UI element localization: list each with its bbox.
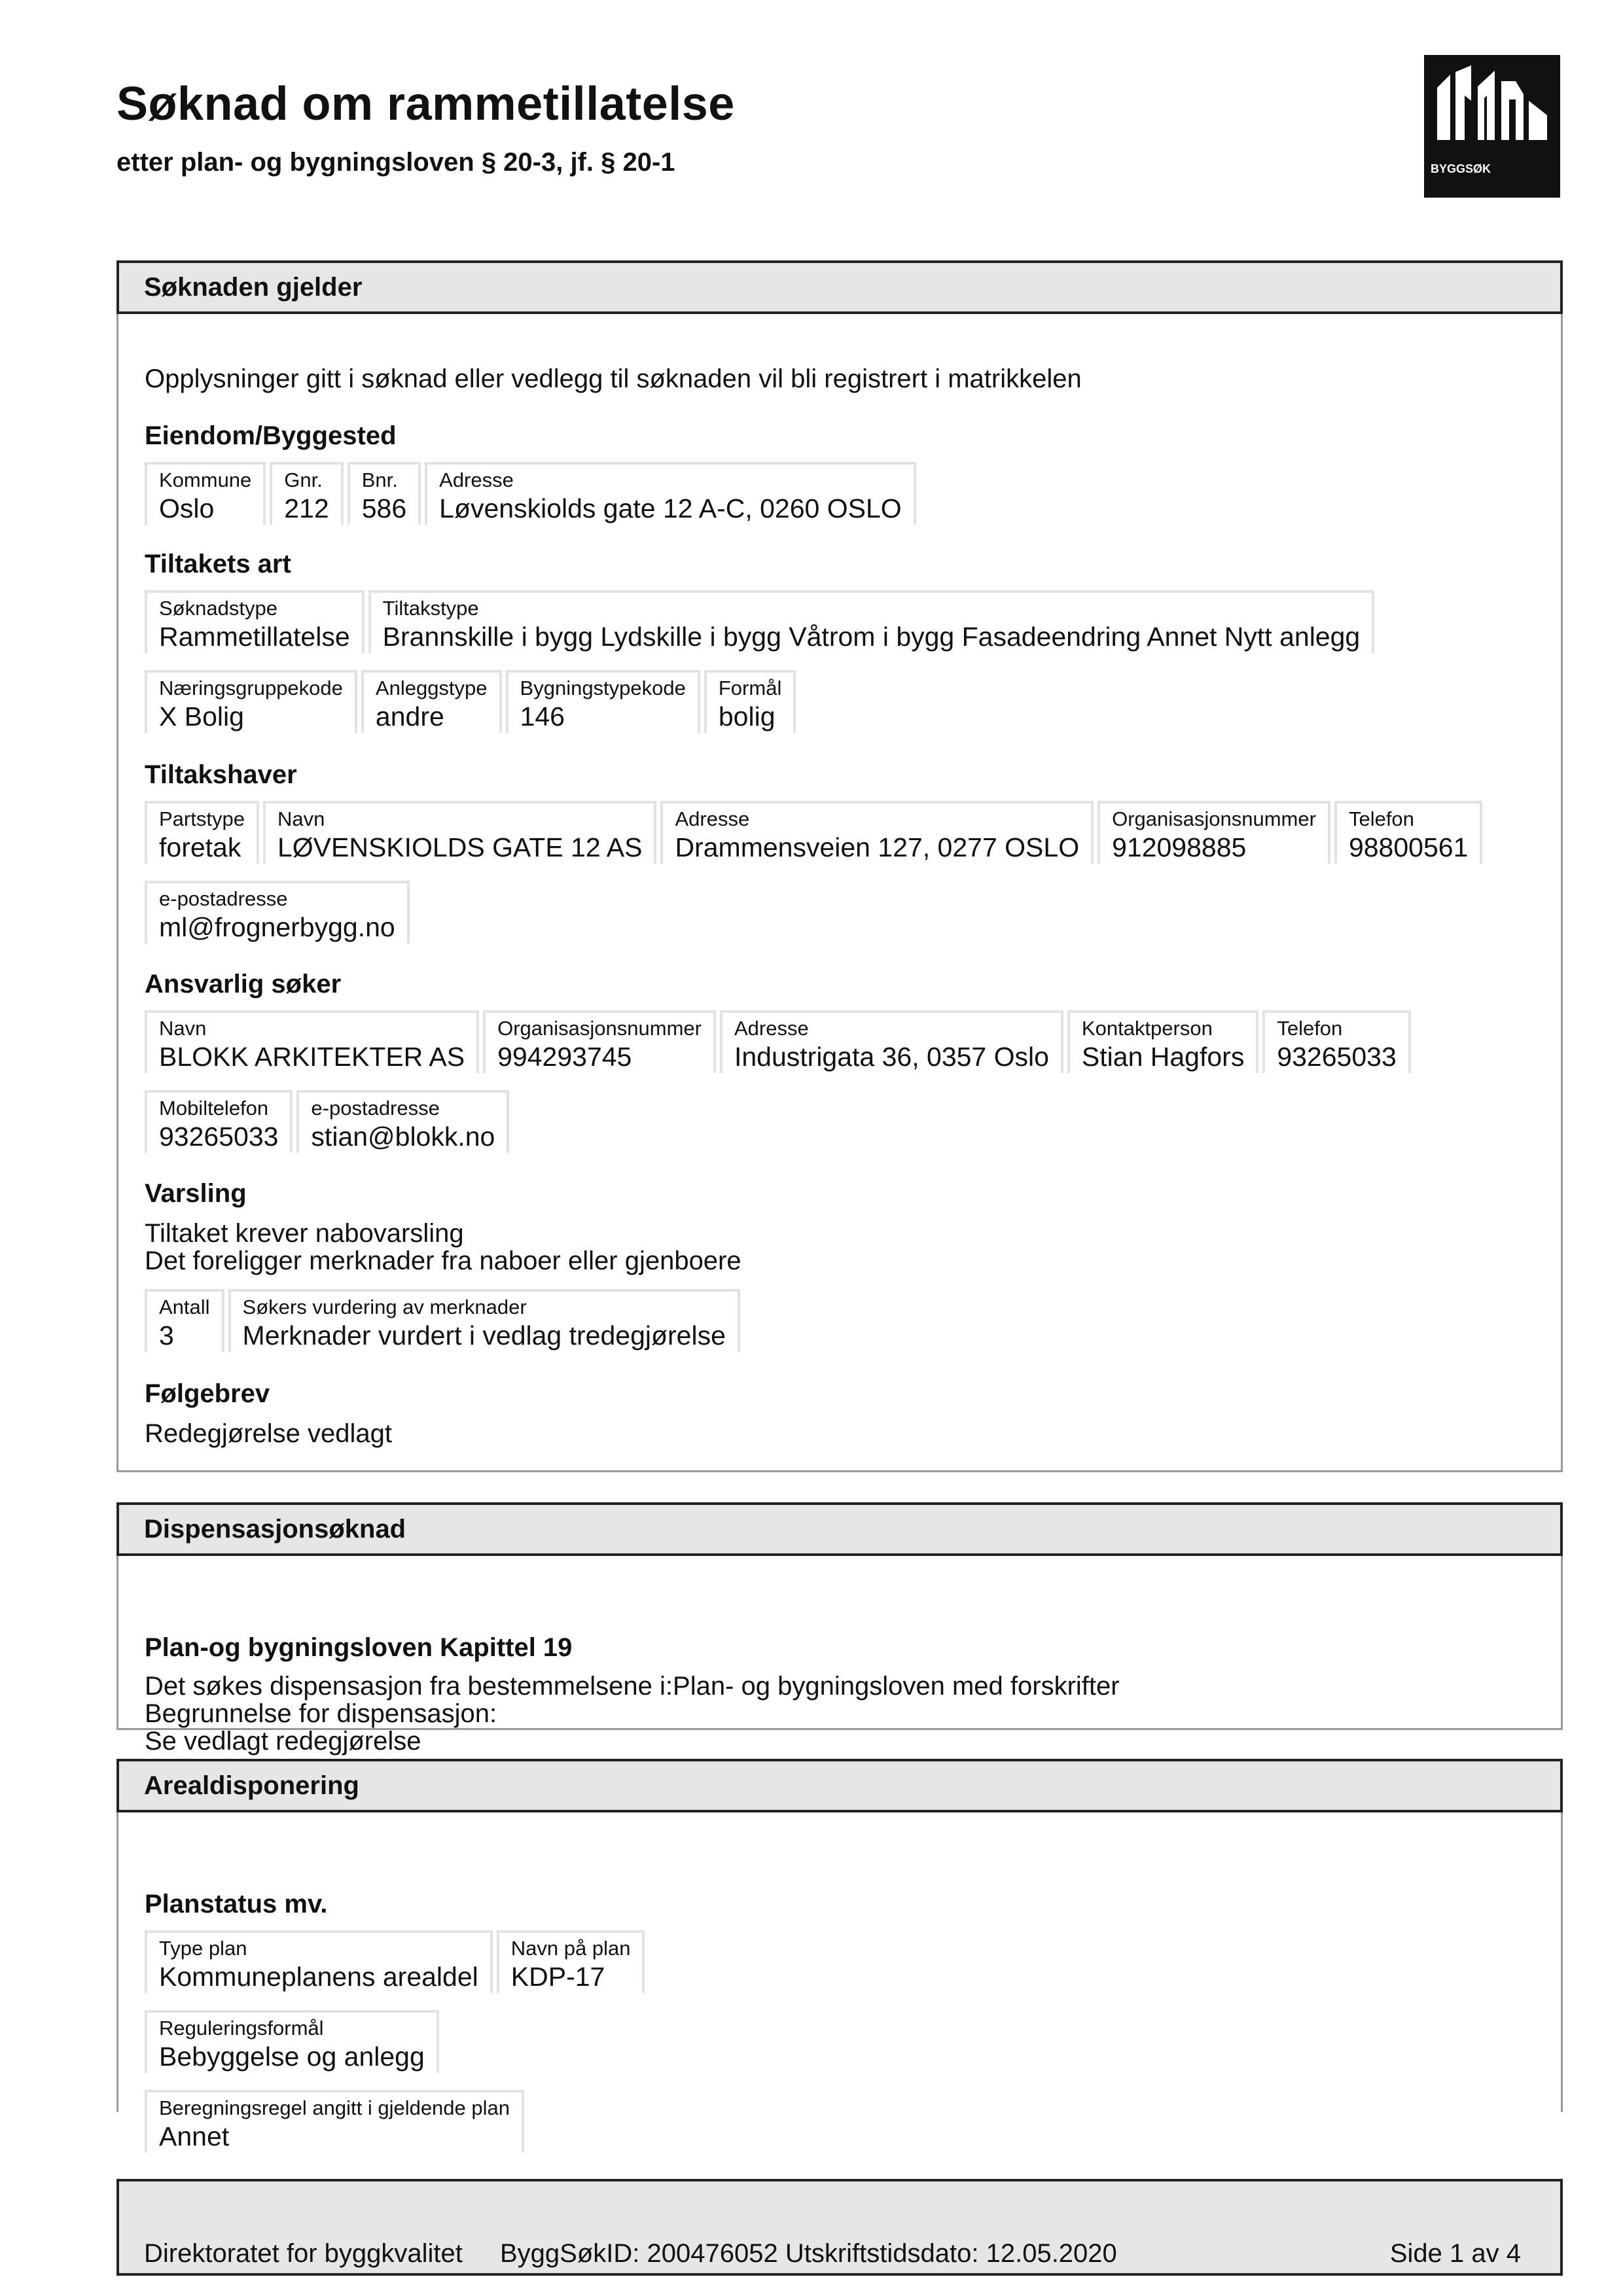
field-beregningsregel — [145, 2090, 524, 2153]
varsling-fields — [145, 1289, 744, 1352]
field-epostadresse — [145, 881, 410, 944]
field-value: Løvenskiolds gate 12 A-C, 0260 OSLO — [439, 493, 902, 523]
field-label: Partstype — [159, 807, 245, 830]
field-label: Navn — [277, 807, 325, 830]
field-navn — [263, 801, 657, 864]
field-label: Adresse — [675, 807, 750, 830]
field-bygningstypekode — [506, 670, 700, 733]
field-value: 912098885 — [1112, 832, 1247, 862]
tiltakshaver-title: Tiltakshaver — [145, 760, 297, 789]
field-value: foretak — [159, 832, 241, 862]
page-footer — [116, 2179, 1563, 2276]
planstatus-fields-1 — [145, 1930, 649, 1993]
field-label: Kommune — [159, 468, 252, 491]
field-navn — [145, 1010, 479, 1073]
section-heading: Søknaden gjelder — [116, 260, 1563, 314]
section-heading: Dispensasjonsøknad — [116, 1502, 1563, 1556]
field-label: Navn — [159, 1017, 207, 1040]
field-kontaktperson — [1067, 1010, 1258, 1073]
byggsok-logo — [1424, 55, 1560, 198]
field-value: 994293745 — [497, 1042, 632, 1072]
field-organisasjonsnummer — [1097, 801, 1330, 864]
field-value: andre — [375, 701, 444, 732]
footer-page: Side 1 av 4 — [1389, 2239, 1521, 2268]
ansvarlig-title: Ansvarlig søker — [145, 970, 342, 998]
planstatus-title: Planstatus mv. — [145, 1890, 328, 1918]
field-value: bolig — [718, 701, 776, 732]
field-adresse — [660, 801, 1094, 864]
field-label: Bygningstypekode — [520, 677, 686, 699]
varsling-title: Varsling — [145, 1179, 247, 1208]
field-value: Drammensveien 127, 0277 OSLO — [675, 832, 1080, 862]
field-sokers-vurdering — [228, 1289, 740, 1352]
field-label: Anleggstype — [375, 677, 488, 699]
field-tiltakstype — [368, 590, 1375, 653]
field-value: BLOKK ARKITEKTER AS — [159, 1042, 465, 1072]
dispensasjon-line-1: Det søkes dispensasjon fra bestemmelsene i:Plan- og bygningsloven med forskrifter — [145, 1672, 1120, 1701]
field-value: Industrigata 36, 0357 Oslo — [734, 1042, 1049, 1072]
field-label: Navn på plan — [510, 1937, 631, 1960]
varsling-line-1: Tiltaket krever nabovarsling — [145, 1219, 464, 1248]
field-formal — [704, 670, 796, 733]
field-value: 146 — [520, 701, 565, 732]
field-label: e-postadresse — [311, 1097, 440, 1120]
page-title: Søknad om rammetillatelse — [116, 78, 735, 130]
field-partstype — [145, 801, 259, 864]
field-antall — [145, 1289, 224, 1352]
dispensasjon-title: Plan-og bygningsloven Kapittel 19 — [145, 1633, 573, 1662]
field-value: Brannskille i bygg Lydskille i bygg Våtrom i bygg Fasadeendring Annet Nytt anlegg — [382, 622, 1361, 652]
field-telefon — [1262, 1010, 1410, 1073]
field-value: 93265033 — [1277, 1042, 1397, 1072]
field-label: Mobiltelefon — [159, 1097, 269, 1120]
field-mobiltelefon — [145, 1090, 293, 1153]
field-label: e-postadresse — [159, 887, 288, 910]
field-value: Oslo — [159, 493, 215, 523]
field-value: 93265033 — [159, 1122, 279, 1152]
field-value: Bebyggelse og anlegg — [159, 2041, 425, 2072]
field-value: Merknader vurdert i vedlag tredegjørelse — [242, 1320, 726, 1351]
planstatus-fields-2 — [145, 2010, 443, 2073]
footer-id: ByggSøkID: 200476052 Utskriftstidsdato: 12.05.2020 — [500, 2239, 1117, 2268]
section-heading: Arealdisponering — [116, 1759, 1563, 1812]
eiendom-fields — [145, 462, 920, 525]
dispensasjon-line-3: Se vedlagt redegjørelse — [145, 1727, 421, 1756]
field-soknadstype — [145, 590, 365, 653]
field-value: stian@blokk.no — [311, 1122, 495, 1152]
field-value: 212 — [284, 493, 329, 523]
field-label: Organisasjonsnummer — [497, 1017, 702, 1040]
logo-text: BYGGSØK — [1431, 162, 1491, 175]
field-label: Søknadstype — [159, 597, 277, 620]
field-value: Rammetillatelse — [159, 622, 350, 652]
field-value: Annet — [159, 2121, 230, 2151]
field-label: Telefon — [1348, 807, 1414, 830]
field-label: Næringsgruppekode — [159, 677, 343, 699]
field-navn-pa-plan — [497, 1930, 645, 1993]
field-type-plan — [145, 1930, 493, 1993]
field-label: Beregningsregel angitt i gjeldende plan — [159, 2096, 510, 2119]
field-epostadresse — [296, 1090, 509, 1153]
field-label: Kontaktperson — [1081, 1017, 1213, 1040]
field-label: Søkers vurdering av merknader — [242, 1296, 527, 1318]
field-label: Adresse — [734, 1017, 809, 1040]
ansvarlig-fields-1 — [145, 1010, 1415, 1073]
ansvarlig-fields-2 — [145, 1090, 513, 1153]
intro-text: Opplysninger gitt i søknad eller vedlegg til søknaden vil bli registrert i matrikkelen — [145, 364, 1082, 393]
field-kommune — [145, 462, 266, 525]
field-gnr — [270, 462, 343, 525]
tiltak-fields-2 — [145, 670, 800, 733]
field-telefon — [1334, 801, 1482, 864]
field-label: Type plan — [159, 1937, 247, 1960]
field-label: Tiltakstype — [382, 597, 479, 620]
section-arealdisponering — [116, 1759, 1563, 2151]
tiltak-title: Tiltakets art — [145, 550, 291, 578]
footer-org: Direktoratet for byggkvalitet — [144, 2239, 463, 2268]
field-value: KDP-17 — [510, 1962, 605, 1992]
field-label: Organisasjonsnummer — [1112, 807, 1316, 830]
field-bnr — [348, 462, 421, 525]
section-dispensasjonsoknad — [116, 1502, 1563, 1756]
page-subtitle: etter plan- og bygningsloven § 20-3, jf. § 20-1 — [116, 148, 675, 177]
section-soknaden-gjelder — [116, 260, 1563, 1472]
field-adresse — [425, 462, 916, 525]
planstatus-fields-3 — [145, 2090, 528, 2153]
field-value: 586 — [361, 493, 407, 523]
field-organisasjonsnummer — [483, 1010, 716, 1073]
field-label: Gnr. — [284, 468, 323, 491]
dispensasjon-line-2: Begrunnelse for dispensasjon: — [145, 1699, 497, 1728]
tiltak-fields-1 — [145, 590, 1378, 653]
field-label: Formål — [718, 677, 782, 699]
field-value: 3 — [159, 1320, 174, 1351]
field-value: Stian Hagfors — [1081, 1042, 1245, 1072]
field-label: Adresse — [439, 468, 514, 491]
tiltakshaver-fields-1 — [145, 801, 1486, 864]
folgebrev-text: Redegjørelse vedlagt — [145, 1419, 392, 1448]
field-value: ml@frognerbygg.no — [159, 912, 395, 942]
eiendom-title: Eiendom/Byggested — [145, 421, 397, 450]
field-value: LØVENSKIOLDS GATE 12 AS — [277, 832, 643, 862]
field-value: 98800561 — [1348, 832, 1469, 862]
field-label: Bnr. — [361, 468, 398, 491]
field-reguleringsformal — [145, 2010, 439, 2073]
field-label: Reguleringsformål — [159, 2017, 324, 2040]
field-value: Kommuneplanens arealdel — [159, 1962, 478, 1992]
field-label: Telefon — [1277, 1017, 1343, 1040]
field-adresse — [720, 1010, 1063, 1073]
field-anleggstype — [361, 670, 502, 733]
folgebrev-title: Følgebrev — [145, 1379, 270, 1408]
field-label: Antall — [159, 1296, 210, 1318]
field-naeringsgruppekode — [145, 670, 357, 733]
field-value: X Bolig — [159, 701, 244, 732]
tiltakshaver-fields-2 — [145, 881, 414, 944]
varsling-line-2: Det foreligger merknader fra naboer eller gjenboere — [145, 1246, 741, 1275]
